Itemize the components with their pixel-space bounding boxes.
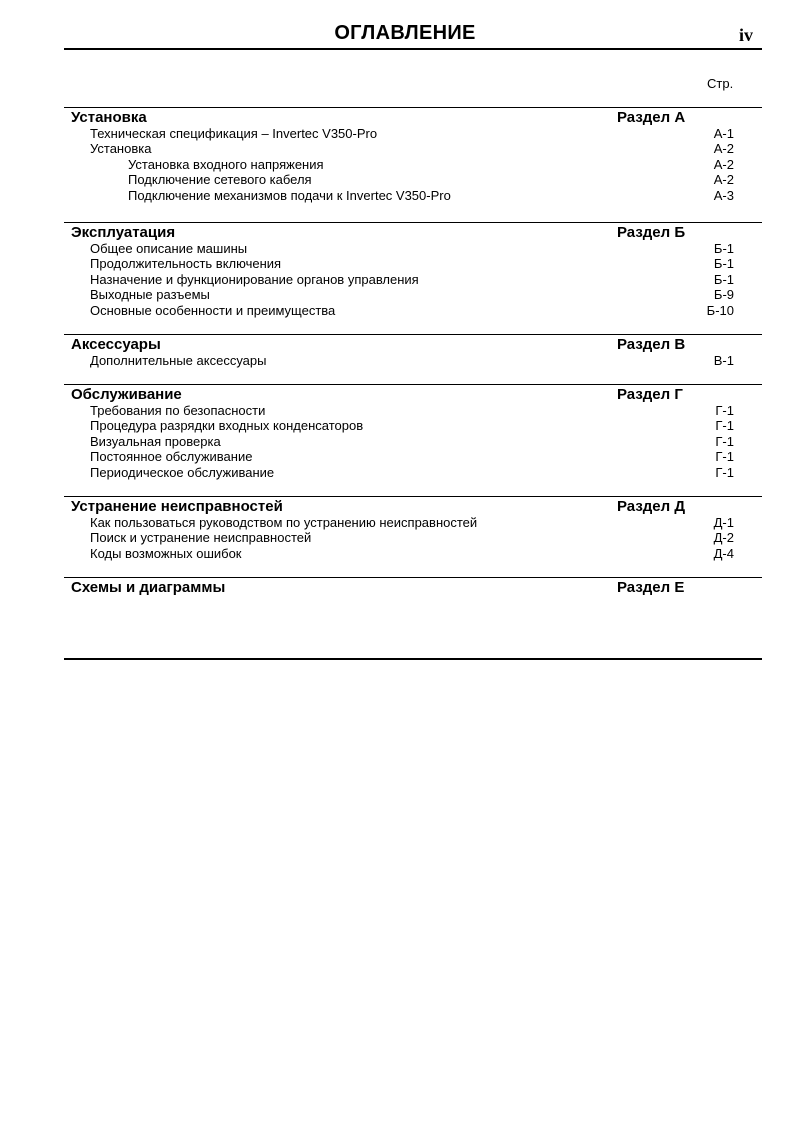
toc-entry-label: Процедура разрядки входных конденсаторов [90,418,364,434]
page-number: iv [738,25,753,45]
toc-entry[interactable] [64,465,762,480]
toc-entry-page: А-2 [713,172,734,188]
toc-entry-label: Выходные разъемы [90,287,210,303]
toc-entry-page: А-3 [713,187,734,203]
toc-entry-label: Визуальная проверка [90,433,221,449]
section-heading [64,335,762,353]
toc-entry-label: Дополнительные аксессуары [90,353,267,368]
toc-entry-label: Поиск и устранение неисправностей [90,530,312,546]
toc-entry-page: А-1 [713,126,734,141]
toc-entry[interactable] [64,256,762,271]
section-part-label: Раздел Б [617,224,686,241]
toc-entry[interactable] [64,546,762,561]
toc-entry-label: Требования по безопасности [90,403,266,418]
toc-entry[interactable] [64,353,762,368]
section-title[interactable]: Обслуживание [71,386,182,403]
toc-entry-page: Б-1 [713,241,734,256]
toc-entry[interactable] [64,449,762,464]
toc-subentry[interactable] [64,188,762,203]
toc-section-maintenance [64,384,762,480]
toc-section-installation [64,107,762,203]
section-heading [64,223,762,241]
toc-entry[interactable] [64,126,762,141]
toc-entry[interactable] [64,287,762,302]
section-part-label: Раздел Д [617,498,686,515]
toc-entry[interactable] [64,303,762,318]
section-heading [64,108,762,126]
toc-entry-label: Подключение механизмов подачи к Invertec V350-Pro [128,187,451,203]
toc-entry[interactable] [64,403,762,418]
toc-entry[interactable] [64,530,762,545]
toc-entry-page: Г-1 [715,464,734,480]
toc-entry[interactable] [64,141,762,156]
toc-entry[interactable] [64,272,762,287]
toc-entry-label: Постоянное обслуживание [90,449,253,465]
toc-entry[interactable] [64,434,762,449]
toc-subentry[interactable] [64,172,762,187]
toc-entry-label: Периодическое обслуживание [90,464,275,480]
toc-entry-page: Б-9 [713,287,734,303]
section-heading [64,385,762,403]
section-title[interactable]: Схемы и диаграммы [71,579,226,596]
toc-entry-label: Назначение и функционирование органов управления [90,271,419,287]
page-title: ОГЛАВЛЕНИЕ [334,22,476,44]
section-part-label: Раздел А [617,109,686,126]
toc-entry-label: Основные особенности и преимущества [90,302,336,318]
toc-entry-page: Г-1 [715,418,734,434]
toc-entry-label: Общее описание машины [90,241,248,256]
page-column-label: Стр. [707,76,734,91]
toc-entry-page: Д-2 [713,530,734,546]
toc-entry-page: Г-1 [715,403,734,418]
toc-entry-page: Б-10 [706,302,734,318]
toc-entry-label: Как пользоваться руководством по устранению неисправностей [90,515,478,530]
section-title[interactable]: Устранение неисправностей [71,498,283,515]
footer-rule [64,658,762,660]
toc-entry[interactable] [64,241,762,256]
section-heading [64,578,762,596]
toc-entry-label: Установка входного напряжения [128,156,324,172]
toc-section-troubleshooting [64,496,762,561]
toc-entry-page: Б-1 [713,271,734,287]
section-part-label: Раздел Г [617,386,683,403]
toc-entry-label: Подключение сетевого кабеля [128,172,312,188]
toc-entry[interactable] [64,515,762,530]
toc-entry-label: Продолжительность включения [90,256,282,272]
toc-section-operation [64,222,762,318]
header-rule [64,48,762,50]
toc-entry-page: Д-4 [713,545,734,561]
section-part-label: Раздел Е [617,579,685,596]
section-title[interactable]: Аксессуары [71,336,161,353]
toc-entry-label: Техническая спецификация – Invertec V350-Pro [90,126,378,141]
toc-subentry[interactable] [64,157,762,172]
toc-entry-label: Коды возможных ошибок [90,545,242,561]
section-heading [64,497,762,515]
toc-entry-page: Б-1 [713,256,734,272]
section-title[interactable]: Установка [71,109,147,126]
toc-entry[interactable] [64,418,762,433]
toc-section-diagrams [64,577,762,596]
toc-entry-page: Г-1 [715,433,734,449]
toc-entry-page: Д-1 [713,515,734,530]
toc-entry-page: Г-1 [715,449,734,465]
section-part-label: Раздел В [617,336,686,353]
toc-entry-page: А-2 [713,156,734,172]
toc-entry-label: Установка [90,141,152,157]
toc-entry-page: В-1 [713,353,734,368]
toc-entry-page: А-2 [713,141,734,157]
toc-section-accessories [64,334,762,368]
section-title[interactable]: Эксплуатация [71,224,176,241]
